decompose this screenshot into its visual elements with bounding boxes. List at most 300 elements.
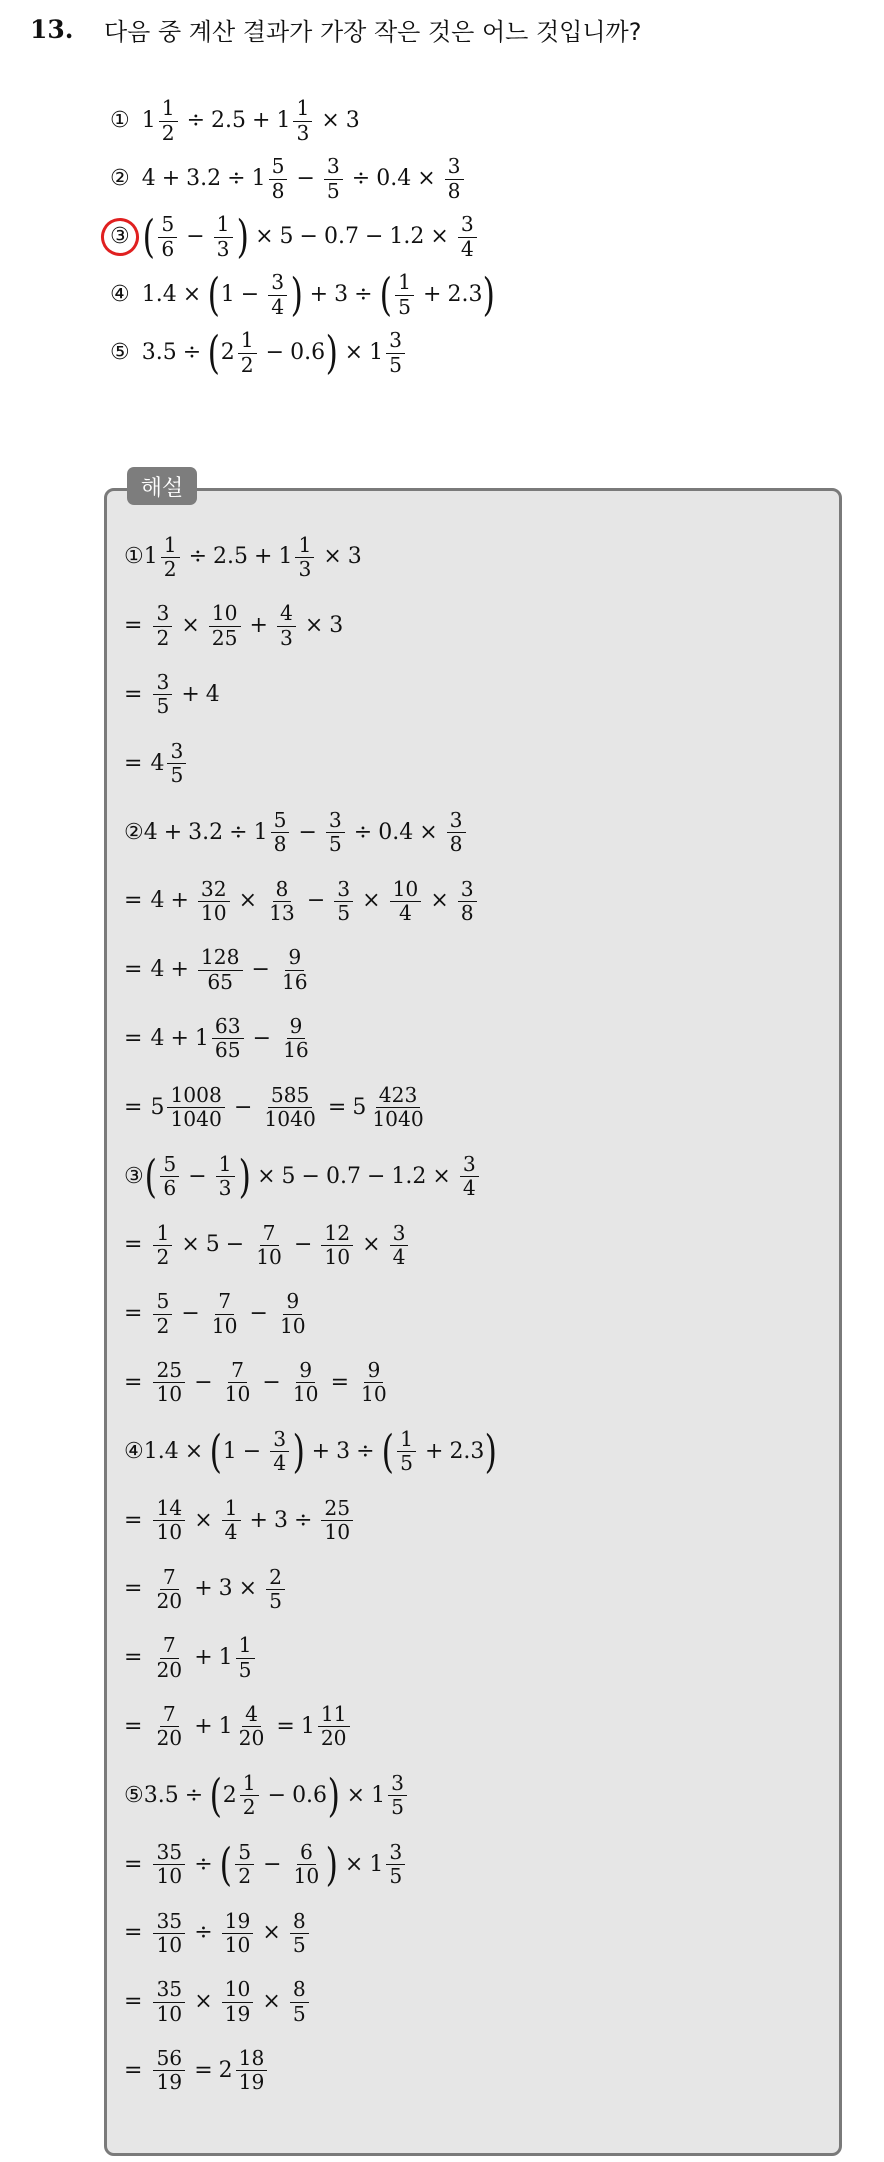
operator: +: [194, 1713, 213, 1739]
choice-1[interactable]: [110, 92, 496, 150]
parenthesis: ): [327, 1768, 341, 1822]
fraction-denominator: 5: [389, 1864, 403, 1889]
equals-sign: =: [124, 1989, 143, 2015]
math-term: 1: [369, 1851, 384, 1877]
math-term: 3: [336, 1438, 351, 1464]
fraction-denominator: 5: [238, 1657, 252, 1682]
fraction-denominator: 4: [392, 1244, 406, 1269]
fraction: [386, 1839, 405, 1889]
solution-line: [124, 1830, 498, 1899]
fraction-denominator: 8: [271, 178, 285, 203]
fraction-numerator: 128: [198, 947, 243, 970]
fraction-numerator: 3: [458, 879, 477, 902]
fraction: [209, 1291, 241, 1336]
fraction: [153, 603, 172, 648]
fraction: [153, 672, 172, 717]
fraction: [388, 1773, 407, 1818]
operator: ÷: [356, 1438, 375, 1464]
operator: −: [293, 1232, 313, 1258]
fraction-denominator: 20: [156, 1588, 183, 1613]
fraction-numerator: 3: [458, 214, 477, 237]
fraction: [238, 330, 257, 375]
math-term: 3.2: [186, 166, 222, 191]
fraction-denominator: 2: [156, 625, 170, 650]
question-header: [30, 8, 641, 50]
fraction: [279, 947, 311, 992]
fraction-numerator: 63: [212, 1016, 244, 1039]
question-text: 다음 중 계산 결과가 가장 작은 것은 어느 것입니까?: [104, 17, 642, 46]
fraction-numerator: 1: [293, 98, 312, 121]
operator: +: [423, 282, 442, 307]
math-term: 1: [251, 166, 266, 191]
fraction: [293, 98, 312, 143]
operator: −: [366, 1163, 386, 1189]
math-term: 0.4: [378, 819, 414, 845]
fraction-denominator: 6: [161, 236, 175, 261]
operator: ×: [346, 1782, 366, 1808]
fraction-numerator: 3: [386, 330, 405, 353]
fraction-denominator: 10: [156, 1520, 183, 1545]
fraction: [209, 603, 241, 648]
fraction: [216, 1151, 235, 1201]
fraction: [295, 532, 314, 581]
fraction: [153, 1220, 172, 1269]
fraction-numerator: 3: [334, 879, 353, 902]
parenthesis: (: [379, 267, 392, 321]
fraction-denominator: 2: [240, 352, 254, 377]
solution-line: [124, 798, 498, 867]
fraction-denominator: 5: [328, 832, 342, 857]
fraction-numerator: 1: [161, 535, 180, 558]
fraction-denominator: 19: [156, 2070, 183, 2095]
math-term: 4: [150, 1025, 165, 1051]
fraction-denominator: 10: [279, 1313, 306, 1338]
equals-sign: =: [124, 2057, 143, 2083]
fraction-numerator: 14: [153, 1498, 185, 1521]
operator: ×: [430, 888, 449, 914]
math-term: 5: [150, 1094, 165, 1120]
operator: ÷: [182, 340, 202, 365]
math-term: 3: [329, 613, 344, 639]
operator: ÷: [194, 1920, 213, 1946]
operator: −: [242, 1438, 262, 1464]
math-term: 4: [150, 888, 165, 914]
fraction-denominator: 5: [398, 294, 412, 319]
operator: +: [309, 282, 329, 307]
operator: ÷: [194, 1851, 213, 1877]
fraction-denominator: 8: [273, 832, 287, 857]
fraction-numerator: 5: [269, 156, 288, 179]
answer-choices: [110, 92, 496, 382]
fraction-numerator: 7: [260, 1223, 279, 1246]
operator: +: [163, 819, 183, 845]
fraction: [460, 1151, 479, 1201]
choice-2[interactable]: [110, 150, 496, 208]
fraction-numerator: 3: [388, 1773, 407, 1796]
solution-line: [124, 2037, 498, 2106]
fraction: [153, 1979, 185, 2024]
fraction: [266, 1564, 285, 1613]
fraction-numerator: 10: [209, 603, 241, 626]
fraction-denominator: 4: [399, 900, 412, 925]
operator: ×: [419, 819, 438, 845]
math-term: 1.2: [391, 1163, 427, 1189]
math-term: 3.5: [141, 340, 177, 365]
operator: +: [249, 613, 268, 639]
solution-line: [124, 867, 498, 936]
operator: −: [296, 166, 315, 191]
operator: ×: [238, 888, 258, 914]
equals-sign: =: [124, 1232, 143, 1258]
fraction-numerator: 4: [277, 603, 296, 626]
math-term: ①1: [124, 544, 158, 570]
math-term: 2.3: [449, 1438, 485, 1464]
choice-marker: ④: [110, 282, 130, 307]
equals-sign: =: [124, 1851, 143, 1877]
math-term: 3: [345, 108, 360, 133]
operator: ×: [238, 1576, 258, 1602]
fraction: [290, 1908, 309, 1957]
operator: +: [311, 1438, 331, 1464]
fraction: [161, 532, 180, 581]
math-term: 5: [352, 1094, 367, 1120]
fraction-numerator: 5: [160, 1154, 179, 1177]
solution-line: [124, 523, 498, 592]
solution-line: [124, 936, 498, 1005]
fraction-numerator: 5: [235, 1842, 254, 1865]
fraction: [153, 1495, 185, 1545]
fraction-denominator: 5: [269, 1588, 282, 1613]
fraction-denominator: 20: [320, 1726, 347, 1751]
math-term: 1.2: [389, 224, 425, 249]
fraction: [222, 1908, 254, 1957]
fraction: [445, 156, 464, 201]
answer-circle-mark: [96, 213, 144, 261]
operator: +: [194, 1576, 213, 1602]
parenthesis: ): [290, 267, 304, 321]
operator: +: [249, 1507, 268, 1533]
fraction: [395, 272, 414, 317]
fraction-denominator: 1040: [264, 1107, 316, 1132]
math-term: 1: [218, 1645, 233, 1671]
fraction-numerator: 1: [159, 98, 178, 121]
fraction-numerator: 9: [283, 1291, 302, 1314]
math-term: 3: [273, 1507, 288, 1533]
fraction-numerator: 35: [153, 1911, 185, 1934]
math-term: 2.5: [211, 108, 247, 133]
choice-4[interactable]: [110, 266, 496, 324]
parenthesis: (: [219, 1837, 232, 1891]
fraction-numerator: 3: [153, 672, 172, 695]
solution-line: [124, 592, 498, 661]
operator: +: [170, 888, 189, 914]
operator: −: [249, 1301, 268, 1327]
fraction-numerator: 3: [447, 810, 466, 833]
fraction-denominator: 10: [293, 1864, 320, 1889]
fraction-denominator: 2: [242, 1795, 256, 1820]
parenthesis: (: [144, 1149, 157, 1203]
fraction-numerator: 1: [397, 1429, 416, 1452]
operator: ×: [194, 1989, 213, 2015]
operator: =: [330, 1369, 349, 1395]
fraction: [240, 1773, 259, 1818]
fraction-denominator: 13: [269, 900, 295, 925]
fraction: [236, 1635, 255, 1680]
equals-sign: =: [124, 1094, 143, 1120]
fraction: [222, 1360, 254, 1405]
math-term: 2: [222, 1782, 237, 1808]
operator: −: [267, 1782, 287, 1808]
fraction-denominator: 1040: [372, 1107, 424, 1132]
math-term: ⑤3.5: [124, 1782, 179, 1808]
operator: =: [276, 1713, 295, 1739]
solution-line: [124, 1624, 498, 1693]
equals-sign: =: [124, 888, 143, 914]
operator: ÷: [186, 108, 206, 133]
solution-line: [124, 1555, 498, 1624]
solution-line: [124, 1349, 498, 1418]
fraction-numerator: 8: [290, 1911, 309, 1934]
fraction: [270, 1429, 289, 1474]
fraction-denominator: 5: [391, 1795, 404, 1820]
operator: ×: [344, 1851, 364, 1877]
operator: −: [251, 957, 270, 983]
equals-sign: =: [124, 1025, 143, 1051]
fraction: [198, 876, 230, 925]
fraction: [290, 1360, 322, 1405]
fraction-denominator: 1040: [170, 1107, 222, 1132]
math-term: 3: [347, 544, 362, 570]
fraction-numerator: 3: [270, 1429, 289, 1452]
fraction-numerator: 1008: [167, 1085, 225, 1108]
operator: ×: [194, 1507, 213, 1533]
fraction-numerator: 1: [153, 1223, 172, 1246]
operator: −: [225, 1232, 245, 1258]
math-term: 2.3: [447, 282, 483, 307]
fraction-denominator: 16: [283, 1038, 309, 1063]
equals-sign: =: [124, 750, 143, 776]
fraction-numerator: 19: [222, 1911, 254, 1934]
solution-line: [124, 729, 498, 798]
operator: −: [306, 888, 326, 914]
fraction-numerator: 1: [216, 1154, 235, 1177]
fraction-numerator: 7: [228, 1360, 247, 1383]
operator: ×: [323, 544, 342, 570]
fraction-numerator: 56: [153, 2048, 185, 2071]
fraction-denominator: 19: [224, 2001, 251, 2026]
fraction: [326, 807, 345, 857]
fraction-numerator: 32: [198, 879, 230, 902]
fraction-denominator: 5: [389, 352, 402, 377]
operator: +: [254, 544, 273, 570]
fraction: [198, 947, 243, 992]
fraction-numerator: 7: [160, 1704, 179, 1727]
fraction: [318, 1704, 350, 1749]
fraction-denominator: 4: [224, 1520, 238, 1545]
parenthesis: ): [483, 267, 496, 321]
solution-line: [124, 661, 498, 730]
fraction-denominator: 10: [256, 1244, 282, 1269]
fraction-denominator: 10: [224, 1382, 251, 1407]
fraction-denominator: 3: [279, 625, 293, 650]
math-term: 3.2: [188, 819, 224, 845]
operator: ×: [255, 224, 274, 249]
fraction-numerator: 1: [238, 330, 257, 353]
fraction-numerator: 1: [214, 214, 233, 237]
operator: −: [262, 1369, 281, 1395]
fraction-denominator: 4: [462, 1176, 476, 1201]
parenthesis: ): [238, 1149, 251, 1203]
parenthesis: ): [292, 1424, 306, 1478]
fraction: [222, 1495, 241, 1545]
choice-5[interactable]: [110, 324, 496, 382]
question-number: 13.: [30, 14, 74, 44]
fraction-denominator: 10: [211, 1313, 238, 1338]
fraction: [153, 1839, 185, 1889]
solution-line: [124, 1761, 498, 1830]
operator: ×: [262, 1920, 281, 1946]
operator: ×: [182, 282, 202, 307]
solution-line: [124, 1142, 498, 1211]
math-term: 4: [150, 957, 165, 983]
operator: +: [425, 1438, 444, 1464]
operator: ×: [184, 1438, 204, 1464]
operator: −: [194, 1369, 213, 1395]
fraction-numerator: 5: [158, 214, 177, 237]
equals-sign: =: [124, 957, 143, 983]
math-term: 5: [205, 1232, 220, 1258]
parenthesis: (: [207, 325, 221, 379]
fraction-denominator: 6: [163, 1176, 177, 1201]
fraction: [369, 1085, 427, 1130]
math-term: 1: [278, 544, 293, 570]
math-term: 1: [222, 1438, 237, 1464]
equals-sign: =: [124, 1301, 143, 1327]
math-term: 1: [371, 1782, 386, 1808]
operator: =: [327, 1094, 347, 1120]
equals-sign: =: [124, 1507, 143, 1533]
solution-line: [124, 1899, 498, 1968]
math-term: ③: [124, 1163, 144, 1189]
operator: ×: [181, 613, 200, 639]
operator: −: [263, 1851, 282, 1877]
fraction-numerator: 1: [222, 1498, 241, 1521]
equals-sign: =: [124, 613, 143, 639]
fraction: [321, 1220, 353, 1269]
operator: −: [298, 819, 317, 845]
operator: +: [170, 1025, 189, 1051]
fraction-denominator: 3: [298, 556, 312, 581]
fraction-denominator: 10: [224, 1932, 251, 1957]
fraction: [280, 1016, 312, 1061]
fraction-denominator: 8: [447, 178, 461, 203]
fraction-denominator: 5: [292, 2001, 306, 2026]
fraction: [447, 807, 466, 857]
operator: ×: [362, 888, 381, 914]
fraction-numerator: 12: [321, 1223, 353, 1246]
parenthesis: ): [236, 209, 249, 263]
operator: +: [252, 108, 271, 133]
operator: −: [240, 282, 260, 307]
parenthesis: (: [207, 267, 221, 321]
fraction-denominator: 20: [156, 1726, 183, 1751]
fraction-denominator: 20: [238, 1726, 265, 1751]
fraction: [458, 876, 477, 925]
solution-line: [124, 1211, 498, 1280]
math-term: 4: [150, 750, 165, 776]
operator: +: [181, 681, 200, 707]
operator: ×: [344, 340, 364, 365]
fraction-numerator: 25: [321, 1498, 353, 1521]
fraction-numerator: 18: [236, 2048, 268, 2071]
fraction: [153, 1360, 185, 1405]
fraction-denominator: 3: [296, 120, 310, 145]
fraction-numerator: 11: [318, 1704, 350, 1727]
math-term: 1: [220, 282, 235, 307]
operator: ×: [362, 1232, 381, 1258]
math-term: 1: [218, 1713, 233, 1739]
solution-line: [124, 1486, 498, 1555]
equals-sign: =: [124, 1713, 143, 1739]
math-term: 0.6: [292, 1782, 328, 1808]
fraction-denominator: 2: [161, 120, 175, 145]
fraction-denominator: 4: [271, 294, 285, 319]
fraction: [458, 214, 477, 259]
fraction-numerator: 3: [153, 603, 172, 626]
fraction: [277, 603, 296, 648]
operator: ×: [257, 1163, 276, 1189]
fraction: [397, 1429, 416, 1474]
fraction-denominator: 5: [337, 900, 351, 925]
fraction-denominator: 3: [218, 1176, 232, 1201]
fraction: [334, 876, 353, 925]
fraction: [235, 1839, 254, 1889]
fraction-numerator: 9: [285, 947, 304, 970]
fraction-denominator: 10: [324, 1520, 351, 1545]
fraction: [160, 1151, 179, 1201]
fraction-denominator: 10: [324, 1244, 351, 1269]
fraction: [268, 272, 287, 317]
math-term: 2: [218, 2057, 233, 2083]
fraction: [386, 330, 405, 375]
parenthesis: (: [209, 1424, 223, 1478]
choice-marker: ①: [110, 108, 130, 133]
fraction: [291, 1839, 323, 1889]
fraction: [167, 1085, 225, 1130]
operator: =: [194, 2057, 213, 2083]
fraction-numerator: 35: [153, 1842, 185, 1865]
fraction-denominator: 19: [238, 2070, 265, 2095]
choice-3[interactable]: [110, 208, 496, 266]
operator: ×: [181, 1232, 200, 1258]
fraction: [321, 1495, 353, 1545]
fraction-denominator: 4: [273, 1451, 287, 1476]
fraction-numerator: 1: [240, 1773, 259, 1796]
solution-line: [124, 1280, 498, 1349]
operator: −: [181, 1301, 200, 1327]
math-term: 0.6: [290, 340, 326, 365]
math-term: 5: [281, 1163, 296, 1189]
fraction-denominator: 8: [460, 900, 474, 925]
parenthesis: ): [325, 325, 339, 379]
fraction: [153, 1564, 185, 1613]
fraction-denominator: 5: [170, 763, 184, 788]
fraction-numerator: 3: [324, 156, 343, 179]
fraction-numerator: 2: [266, 1567, 285, 1590]
math-term: ②4: [124, 819, 158, 845]
fraction: [390, 876, 422, 925]
fraction-denominator: 5: [156, 694, 170, 719]
